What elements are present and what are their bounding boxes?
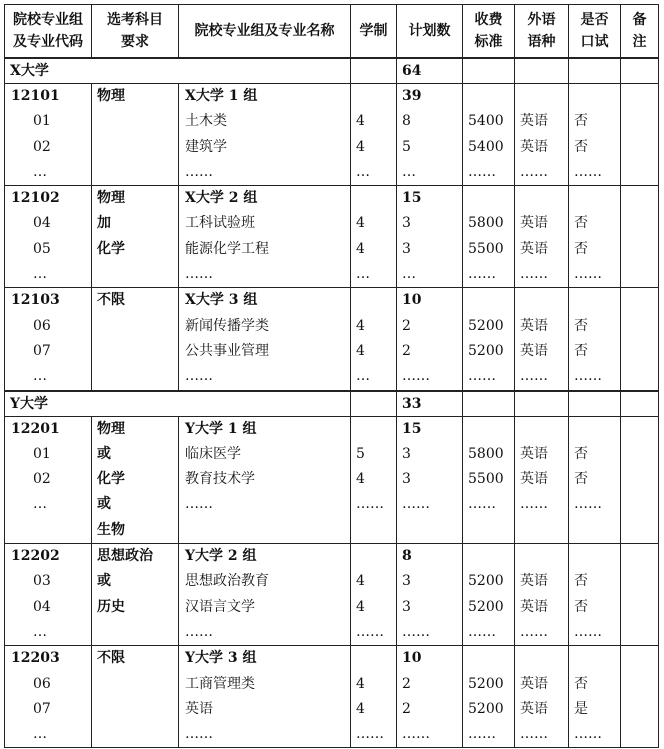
empty-cell <box>515 391 569 417</box>
group-name-cell <box>179 186 351 288</box>
cell-line: 5200 <box>468 317 504 334</box>
column-header-line: 院校专业组 <box>13 12 83 28</box>
cell-line: …… <box>185 266 213 283</box>
cell-line: 06 <box>33 675 51 692</box>
subject-requirement-cell <box>92 288 179 391</box>
cell-line: 5400 <box>468 138 504 155</box>
cell-line: 2 <box>402 317 411 334</box>
cell-line: 或 <box>97 573 111 590</box>
cell-line: 公共事业管理 <box>185 342 269 359</box>
cell-line <box>515 288 568 313</box>
oral-exam-cell <box>569 544 621 646</box>
group-name-cell <box>179 544 351 646</box>
cell-line: 4 <box>356 342 365 359</box>
cell-line: … <box>33 623 47 640</box>
cell-line: Y大学 2 组 <box>185 548 257 565</box>
cell-line: … <box>33 368 47 385</box>
group-code-cell <box>5 84 92 186</box>
cell-line: 英语 <box>185 700 213 717</box>
cell-line: …… <box>520 368 548 385</box>
fee-cell <box>463 186 515 288</box>
group-name-cell <box>179 288 351 391</box>
cell-line: … <box>33 496 47 513</box>
column-header <box>92 5 179 59</box>
cell-line: 英语 <box>520 471 548 488</box>
years-cell <box>351 288 397 391</box>
cell-line: 07 <box>33 700 51 717</box>
column-header <box>463 5 515 59</box>
plan-cell <box>397 646 463 748</box>
cell-line <box>515 646 568 671</box>
cell-line <box>463 544 514 569</box>
cell-line: 否 <box>574 675 588 692</box>
cell-line: 土木类 <box>185 113 227 130</box>
cell-line: 04 <box>33 598 51 615</box>
cell-line <box>351 186 396 211</box>
cell-line: …… <box>185 623 213 640</box>
remarks-cell <box>621 416 659 543</box>
cell-line: 3 <box>402 573 411 590</box>
cell-line: 否 <box>574 138 588 155</box>
cell-line <box>569 417 620 442</box>
cell-line: 8 <box>402 113 411 130</box>
cell-line: 思想政治 <box>97 548 153 565</box>
remarks-cell <box>621 288 659 391</box>
cell-line <box>515 417 568 442</box>
cell-line: …… <box>356 726 384 743</box>
cell-line: 化学 <box>97 240 125 257</box>
cell-line: … <box>33 266 47 283</box>
empty-cell <box>515 58 569 84</box>
cell-line: …… <box>520 623 548 640</box>
language-cell <box>515 84 569 186</box>
cell-line: 3 <box>402 471 411 488</box>
group-row <box>5 288 659 391</box>
university-plan: 64 <box>397 58 463 84</box>
cell-line: 否 <box>574 317 588 334</box>
cell-line: 4 <box>356 598 365 615</box>
cell-line: 英语 <box>520 573 548 590</box>
cell-line: 10 <box>402 650 422 667</box>
cell-line: 英语 <box>520 598 548 615</box>
cell-line <box>463 646 514 671</box>
remarks-cell <box>621 84 659 186</box>
cell-line: 3 <box>402 240 411 257</box>
cell-line: 39 <box>402 88 422 104</box>
cell-line: 4 <box>356 317 365 334</box>
cell-line: 英语 <box>520 113 548 130</box>
cell-line: 新闻传播学类 <box>185 317 269 334</box>
cell-line: 化学 <box>97 471 125 488</box>
cell-line: 02 <box>33 138 51 155</box>
cell-line: 英语 <box>520 342 548 359</box>
column-header-line: 选考科目 <box>107 12 163 28</box>
plan-cell <box>397 288 463 391</box>
cell-line: X大学 1 组 <box>185 88 258 104</box>
cell-line: 否 <box>574 471 588 488</box>
cell-line: 历史 <box>97 598 125 615</box>
cell-line: 04 <box>33 215 51 232</box>
group-code-cell <box>5 646 92 748</box>
empty-cell <box>351 58 397 84</box>
cell-line <box>351 417 396 442</box>
cell-line: 5200 <box>468 700 504 717</box>
cell-line: 15 <box>402 420 422 437</box>
column-header-line: 注 <box>632 34 647 50</box>
column-header-line: 语种 <box>527 34 556 50</box>
cell-line <box>463 186 514 211</box>
plan-cell <box>397 544 463 646</box>
cell-line: 是 <box>574 700 588 717</box>
cell-line: 5200 <box>468 342 504 359</box>
cell-line: 工商管理类 <box>185 675 255 692</box>
cell-line: 临床医学 <box>185 445 241 462</box>
cell-line: …… <box>468 368 496 385</box>
cell-line: 10 <box>402 292 422 309</box>
cell-line: … <box>33 163 47 180</box>
cell-line: 4 <box>356 471 365 488</box>
column-header <box>515 5 569 59</box>
empty-cell <box>463 391 515 417</box>
cell-line: 否 <box>574 573 588 590</box>
oral-exam-cell <box>569 84 621 186</box>
column-header <box>5 5 92 59</box>
university-row <box>5 58 659 84</box>
group-name-cell <box>179 416 351 543</box>
cell-line: 英语 <box>520 675 548 692</box>
cell-line: 否 <box>574 215 588 232</box>
empty-cell <box>463 58 515 84</box>
cell-line: 2 <box>402 675 411 692</box>
cell-line <box>515 84 568 109</box>
cell-line: 建筑学 <box>185 138 227 155</box>
empty-cell <box>621 58 659 84</box>
cell-line: 英语 <box>520 317 548 334</box>
cell-line: …… <box>574 496 602 513</box>
cell-line: 4 <box>356 113 365 130</box>
cell-line: 不限 <box>97 650 125 667</box>
cell-line: 3 <box>402 598 411 615</box>
subject-requirement-cell <box>92 186 179 288</box>
cell-line: 加 <box>97 215 111 232</box>
cell-line <box>351 84 396 109</box>
group-row <box>5 544 659 646</box>
cell-line: 4 <box>356 240 365 257</box>
column-header <box>621 5 659 59</box>
cell-line: 12103 <box>11 292 60 309</box>
cell-line <box>351 288 396 313</box>
cell-line: …… <box>468 496 496 513</box>
fee-cell <box>463 84 515 186</box>
cell-line: 05 <box>33 240 51 257</box>
cell-line: …… <box>402 368 430 385</box>
cell-line: 否 <box>574 113 588 130</box>
subject-requirement-cell <box>92 544 179 646</box>
cell-line: 英语 <box>520 138 548 155</box>
cell-line: X大学 2 组 <box>185 190 258 207</box>
plan-cell <box>397 186 463 288</box>
column-header-line: 备 <box>632 12 647 28</box>
cell-line: 01 <box>33 113 51 130</box>
cell-line: 4 <box>356 675 365 692</box>
cell-line: 5200 <box>468 675 504 692</box>
cell-line: 英语 <box>520 215 548 232</box>
cell-line: 12101 <box>11 88 60 104</box>
group-code-cell <box>5 416 92 543</box>
cell-line: 2 <box>402 342 411 359</box>
cell-line <box>569 84 620 109</box>
cell-line: 5 <box>402 138 411 155</box>
cell-line: …… <box>520 266 548 283</box>
fee-cell <box>463 416 515 543</box>
cell-line: 5200 <box>468 598 504 615</box>
cell-line: …… <box>468 726 496 743</box>
column-header-line: 是否 <box>580 12 609 28</box>
cell-line: 01 <box>33 445 51 462</box>
empty-cell <box>569 391 621 417</box>
cell-line <box>463 84 514 109</box>
cell-line: 12102 <box>11 190 60 207</box>
cell-line: …… <box>356 623 384 640</box>
cell-line <box>463 288 514 313</box>
university-name: X大学 <box>5 58 351 84</box>
cell-line: 02 <box>33 471 51 488</box>
cell-line: …… <box>574 266 602 283</box>
cell-line: … <box>402 163 416 180</box>
cell-line: 英语 <box>520 445 548 462</box>
cell-line: 汉语言文学 <box>185 598 255 615</box>
cell-line: 或 <box>97 445 111 462</box>
cell-line: …… <box>468 266 496 283</box>
cell-line: 3 <box>402 215 411 232</box>
column-header-line: 及专业代码 <box>13 34 83 50</box>
cell-line: …… <box>468 623 496 640</box>
group-code-cell <box>5 288 92 391</box>
cell-line <box>515 544 568 569</box>
language-cell <box>515 416 569 543</box>
years-cell <box>351 84 397 186</box>
oral-exam-cell <box>569 288 621 391</box>
column-header-line: 计划数 <box>408 23 451 39</box>
cell-line: 5500 <box>468 240 504 257</box>
cell-line: 否 <box>574 445 588 462</box>
language-cell <box>515 544 569 646</box>
remarks-cell <box>621 646 659 748</box>
cell-line: 12201 <box>11 420 60 437</box>
cell-line: …… <box>185 163 213 180</box>
cell-line: 不限 <box>97 292 125 309</box>
subject-requirement-cell <box>92 84 179 186</box>
cell-line: 能源化学工程 <box>185 240 269 257</box>
cell-line: … <box>356 368 370 385</box>
cell-line: 3 <box>402 445 411 462</box>
column-header <box>397 5 463 59</box>
cell-line: X大学 3 组 <box>185 292 258 309</box>
cell-line: …… <box>402 623 430 640</box>
remarks-cell <box>621 186 659 288</box>
cell-line: 工科试验班 <box>185 215 255 232</box>
cell-line: 06 <box>33 317 51 334</box>
column-header-line: 口试 <box>580 34 609 50</box>
cell-line: 5 <box>356 445 365 462</box>
cell-line: 2 <box>402 700 411 717</box>
cell-line: 15 <box>402 190 422 207</box>
years-cell <box>351 646 397 748</box>
cell-line: …… <box>574 623 602 640</box>
university-plan: 33 <box>397 391 463 417</box>
group-code-cell <box>5 544 92 646</box>
cell-line: 12202 <box>11 548 60 565</box>
cell-line: …… <box>185 726 213 743</box>
subject-requirement-cell <box>92 416 179 543</box>
empty-cell <box>351 391 397 417</box>
subject-requirement-cell <box>92 646 179 748</box>
cell-line: 物理 <box>97 88 125 104</box>
column-header <box>351 5 397 59</box>
group-name-cell <box>179 84 351 186</box>
cell-line: 07 <box>33 342 51 359</box>
group-code-cell <box>5 186 92 288</box>
column-header-line: 院校专业组及专业名称 <box>194 23 335 39</box>
column-header-line: 标准 <box>474 34 503 50</box>
cell-line: …… <box>402 726 430 743</box>
language-cell <box>515 646 569 748</box>
cell-line: …… <box>520 726 548 743</box>
cell-line <box>569 544 620 569</box>
cell-line: 英语 <box>520 240 548 257</box>
cell-line: Y大学 1 组 <box>185 420 257 437</box>
cell-line: 物理 <box>97 420 125 437</box>
cell-line: 思想政治教育 <box>185 573 269 590</box>
group-row <box>5 416 659 543</box>
column-header-line: 要求 <box>121 34 149 50</box>
cell-line: 或 <box>97 496 111 513</box>
cell-line: 4 <box>356 138 365 155</box>
plan-cell <box>397 84 463 186</box>
cell-line: 5200 <box>468 573 504 590</box>
cell-line: 否 <box>574 342 588 359</box>
cell-line: 教育技术学 <box>185 471 255 488</box>
cell-line: 03 <box>33 573 51 590</box>
cell-line <box>569 186 620 211</box>
oral-exam-cell <box>569 416 621 543</box>
cell-line: …… <box>574 368 602 385</box>
column-header-line: 收费 <box>474 12 503 28</box>
cell-line: 4 <box>356 573 365 590</box>
university-name: Y大学 <box>5 391 351 417</box>
cell-line <box>351 646 396 671</box>
column-header <box>179 5 351 59</box>
cell-line: … <box>33 726 47 743</box>
empty-cell <box>621 391 659 417</box>
table-body <box>5 58 659 748</box>
oral-exam-cell <box>569 646 621 748</box>
cell-line: 否 <box>574 598 588 615</box>
cell-line: …… <box>356 496 384 513</box>
cell-line: … <box>402 266 416 283</box>
column-header-line: 学制 <box>359 23 388 39</box>
cell-line: … <box>356 163 370 180</box>
cell-line: 5800 <box>468 445 504 462</box>
university-row <box>5 391 659 417</box>
group-row <box>5 186 659 288</box>
language-cell <box>515 186 569 288</box>
remarks-cell <box>621 544 659 646</box>
cell-line: 生物 <box>97 521 125 538</box>
cell-line: 12203 <box>11 650 60 667</box>
cell-line: …… <box>402 496 430 513</box>
cell-line: 5500 <box>468 471 504 488</box>
plan-cell <box>397 416 463 543</box>
oral-exam-cell <box>569 186 621 288</box>
cell-line: 否 <box>574 240 588 257</box>
empty-cell <box>569 58 621 84</box>
header-row <box>5 5 659 59</box>
fee-cell <box>463 544 515 646</box>
cell-line <box>351 544 396 569</box>
column-header <box>569 5 621 59</box>
cell-line: 5400 <box>468 113 504 130</box>
cell-line: …… <box>185 368 213 385</box>
group-row <box>5 84 659 186</box>
cell-line: 英语 <box>520 700 548 717</box>
fee-cell <box>463 646 515 748</box>
years-cell <box>351 544 397 646</box>
cell-line: 物理 <box>97 190 125 207</box>
cell-line <box>569 288 620 313</box>
years-cell <box>351 416 397 543</box>
admission-plan-table <box>4 4 659 748</box>
group-row <box>5 646 659 748</box>
cell-line: 8 <box>402 548 412 565</box>
cell-line <box>463 417 514 442</box>
cell-line: 4 <box>356 700 365 717</box>
cell-line <box>569 646 620 671</box>
column-header-line: 外语 <box>527 12 556 28</box>
group-name-cell <box>179 646 351 748</box>
cell-line: …… <box>574 726 602 743</box>
cell-line: …… <box>520 496 548 513</box>
cell-line <box>515 186 568 211</box>
cell-line: …… <box>185 496 213 513</box>
fee-cell <box>463 288 515 391</box>
cell-line: …… <box>468 163 496 180</box>
cell-line: …… <box>574 163 602 180</box>
cell-line: Y大学 3 组 <box>185 650 257 667</box>
cell-line: …… <box>520 163 548 180</box>
years-cell <box>351 186 397 288</box>
cell-line: 5800 <box>468 215 504 232</box>
cell-line: … <box>356 266 370 283</box>
cell-line: 4 <box>356 215 365 232</box>
language-cell <box>515 288 569 391</box>
